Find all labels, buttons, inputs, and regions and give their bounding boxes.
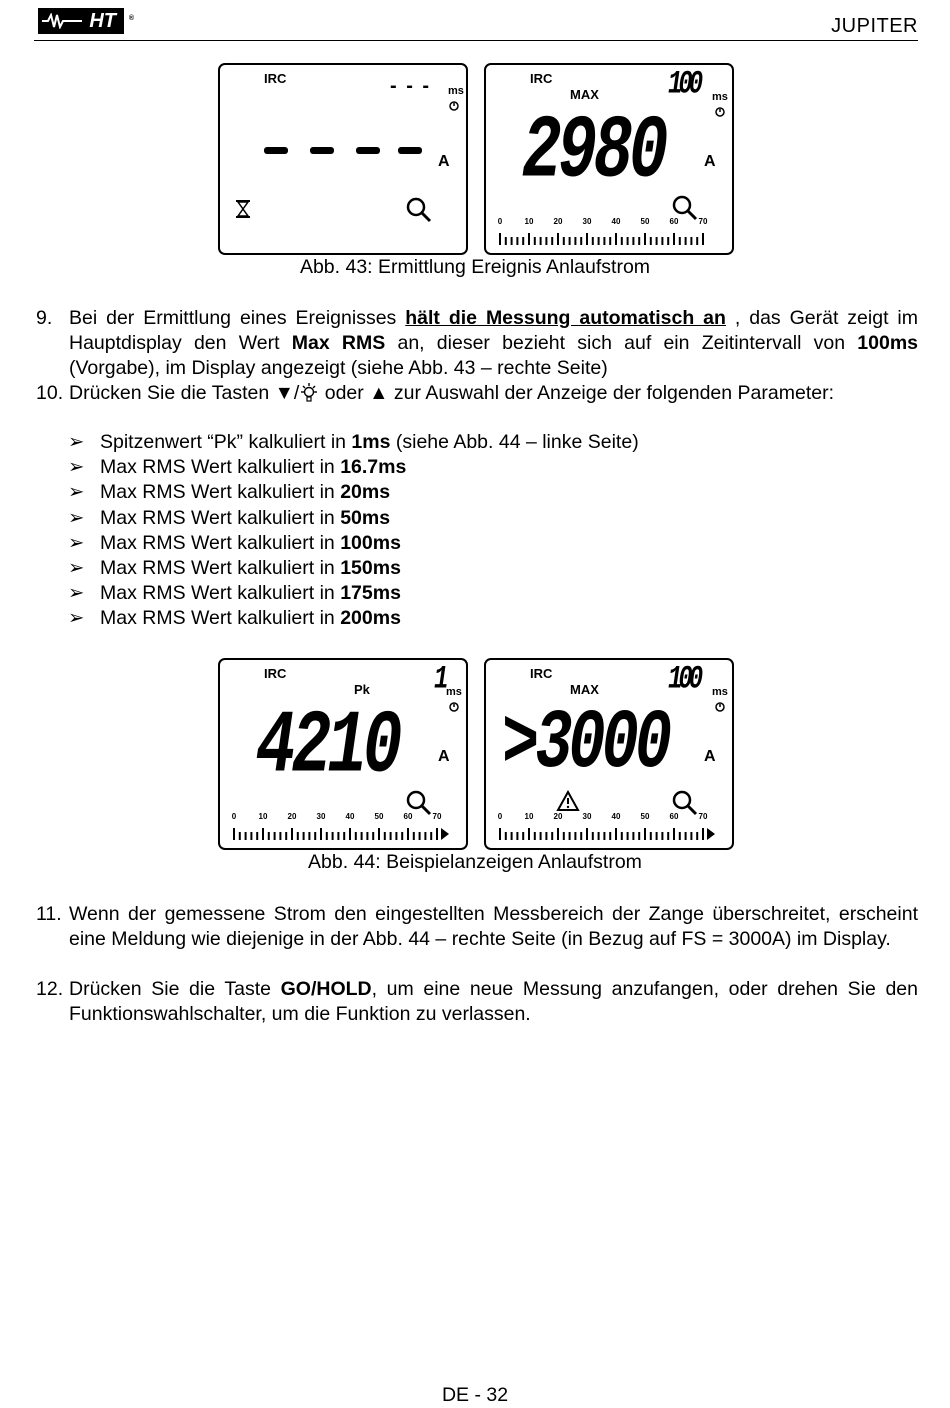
scale-tick-label: 70 <box>432 812 442 821</box>
registered-mark: ® <box>128 15 134 22</box>
ht-logo <box>38 8 134 34</box>
arrow-bullet-icon: ➢ <box>68 456 85 479</box>
lcd-display-43-left <box>218 63 468 255</box>
item-number: 12. <box>36 978 64 1000</box>
scale-tick-label: 60 <box>669 812 679 821</box>
scale-tick-label: 50 <box>640 812 650 821</box>
ampere-unit: A <box>438 748 450 765</box>
scale-tick-label: 40 <box>611 217 621 226</box>
main-dashes <box>260 139 430 159</box>
hourglass-icon <box>234 199 252 219</box>
ms-unit: ms <box>712 91 728 103</box>
timer-icon <box>714 700 726 712</box>
bullet-value: 1ms <box>351 431 391 453</box>
arrow-bullet-icon: ➢ <box>68 607 85 630</box>
timer-icon <box>448 99 460 111</box>
list-item-11 <box>36 902 918 952</box>
page-header <box>34 6 918 41</box>
scale-tick-label: 10 <box>524 812 534 821</box>
scale-tick-label: 40 <box>611 812 621 821</box>
top-dashes: - - - <box>390 75 432 97</box>
bold-text: 100ms <box>857 332 918 354</box>
bullet-text: (siehe Abb. 44 – linke Seite) <box>390 431 639 453</box>
scale-tick-label: 40 <box>345 812 355 821</box>
figure-caption-44: Abb. 44: Beispielanzeigen Anlaufstrom <box>308 851 642 873</box>
bullet-text: Spitzenwert “Pk” kalkuliert in <box>100 431 352 453</box>
main-reading: 2980 <box>522 101 665 203</box>
ampere-unit: A <box>704 748 716 765</box>
timer-icon <box>448 700 460 712</box>
timer-icon <box>714 105 726 117</box>
lcd-display-43-right <box>484 63 734 255</box>
scale-tick-label: 70 <box>698 812 708 821</box>
ampere-unit: A <box>438 153 450 170</box>
arrow-bullet-icon: ➢ <box>68 506 85 529</box>
overrange-arrow-icon <box>707 828 715 840</box>
bullet-value: 50ms <box>340 506 391 529</box>
interval-value: 1 <box>434 662 445 699</box>
item-text: (Vorgabe), im Display angezeigt (siehe Abb. 43 – rechte Seite) <box>69 357 608 379</box>
arrow-bullet-icon: ➢ <box>68 557 85 580</box>
scale-tick-label: 10 <box>258 812 268 821</box>
figure-caption-43: Abb. 43: Ermittlung Ereignis Anlaufstrom <box>299 256 651 278</box>
item-text: Drücken Sie die Taste <box>69 978 281 1000</box>
max-label: MAX <box>570 87 599 102</box>
bold-text: Max RMS <box>291 332 386 354</box>
bullet-text: Max RMS Wert kalkuliert in <box>100 456 341 479</box>
main-reading: >3000 <box>502 696 669 792</box>
ampere-unit: A <box>704 153 716 170</box>
magnifier-icon <box>404 195 434 225</box>
scale-tick-label: 70 <box>698 217 708 226</box>
pk-label: Pk <box>354 682 370 697</box>
item-text: , das Gerät zeigt im Hauptdisplay den Wert <box>69 307 918 354</box>
item-text: an, dieser bezieht sich auf ein Zeitintervall von <box>385 332 858 354</box>
scale-tick-label: 50 <box>374 812 384 821</box>
scale-tick-label: 10 <box>524 217 534 226</box>
irc-label: IRC <box>264 71 287 86</box>
parameter-list <box>68 430 639 632</box>
bargraph-scale <box>496 810 726 842</box>
scale-tick-label: 50 <box>640 217 650 226</box>
list-item <box>68 556 639 581</box>
scale-tick-label: 0 <box>497 812 503 821</box>
main-reading: 4210 <box>256 696 399 798</box>
scale-tick-label: 30 <box>316 812 326 821</box>
scale-tick-label: 30 <box>582 812 592 821</box>
item-text: Drücken Sie die Tasten ▼/ <box>69 382 300 404</box>
bargraph-scale <box>230 810 460 842</box>
max-label: MAX <box>570 682 599 697</box>
arrow-bullet-icon: ➢ <box>68 582 85 605</box>
bullet-text: Max RMS Wert kalkuliert in <box>100 582 341 605</box>
list-item <box>68 606 639 631</box>
item-number: 10. <box>36 382 64 404</box>
list-item <box>68 430 639 455</box>
scale-tick-label: 60 <box>403 812 413 821</box>
item-text: Wenn der gemessene Strom den eingestellten Messbereich der Zange überschreitet, erscheint eine Meldung wie diejenige in der Abb. 44 – rechte Seite (in Bezug auf FS = 3000A) im Display. <box>69 903 918 950</box>
arrow-bullet-icon: ➢ <box>68 481 85 504</box>
scale-tick-label: 30 <box>582 217 592 226</box>
scale-tick-label: 0 <box>497 217 503 226</box>
waveform-icon <box>42 13 82 29</box>
brand-text: HT <box>89 10 116 32</box>
list-item <box>68 455 639 480</box>
warning-icon <box>556 790 580 812</box>
interval-value: 100 <box>668 662 700 699</box>
list-item <box>68 581 639 606</box>
bullet-text: Max RMS Wert kalkuliert in <box>100 531 341 554</box>
bargraph-scale <box>496 215 726 247</box>
item-text: Bei der Ermittlung eines Ereignisses <box>69 307 406 329</box>
list-item-12 <box>36 977 918 1027</box>
irc-label: IRC <box>530 666 553 681</box>
bullet-value: 150ms <box>340 557 401 580</box>
scale-tick-label: 60 <box>669 217 679 226</box>
overrange-arrow-icon <box>441 828 449 840</box>
scale-tick-label: 20 <box>553 217 563 226</box>
bold-text: GO/HOLD <box>280 978 372 1000</box>
bullet-text: Max RMS Wert kalkuliert in <box>100 481 341 504</box>
ms-unit: ms <box>448 85 464 97</box>
bullet-value: 175ms <box>340 582 401 605</box>
item-text: , um eine neue Messung anzufangen, oder drehen Sie den Funktionswahlschalter, um die Funktion zu verlassen. <box>69 978 918 1025</box>
arrow-bullet-icon: ➢ <box>68 531 85 554</box>
lcd-display-44-right <box>484 658 734 850</box>
backlight-bulb-icon <box>299 382 319 402</box>
item-text: oder ▲ zur Auswahl der Anzeige der folgenden Parameter: <box>319 382 834 404</box>
irc-label: IRC <box>264 666 287 681</box>
item-number: 9. <box>36 307 53 329</box>
bullet-value: 20ms <box>340 481 391 504</box>
item-number: 11. <box>36 903 62 925</box>
scale-tick-label: 20 <box>287 812 297 821</box>
list-item <box>68 506 639 531</box>
ms-unit: ms <box>446 686 462 698</box>
ms-unit: ms <box>712 686 728 698</box>
bullet-text: Max RMS Wert kalkuliert in <box>100 607 341 630</box>
scale-tick-label: 0 <box>231 812 237 821</box>
bullet-value: 200ms <box>340 607 401 630</box>
list-item-9 <box>36 306 918 381</box>
bullet-text: Max RMS Wert kalkuliert in <box>100 557 341 580</box>
bullet-value: 16.7ms <box>340 456 407 479</box>
list-item <box>68 480 639 505</box>
scale-tick-label: 20 <box>553 812 563 821</box>
lcd-display-44-left <box>218 658 468 850</box>
list-item-10 <box>36 381 918 406</box>
arrow-bullet-icon: ➢ <box>68 431 85 453</box>
document-title: JUPITER <box>831 15 918 37</box>
list-item <box>68 531 639 556</box>
page-number: DE - 32 <box>441 1384 509 1406</box>
bullet-text: Max RMS Wert kalkuliert in <box>100 506 341 529</box>
bullet-value: 100ms <box>340 531 401 554</box>
emphasis-text: hält die Messung automatisch an <box>405 307 726 329</box>
interval-value: 100 <box>668 67 700 104</box>
irc-label: IRC <box>530 71 553 86</box>
